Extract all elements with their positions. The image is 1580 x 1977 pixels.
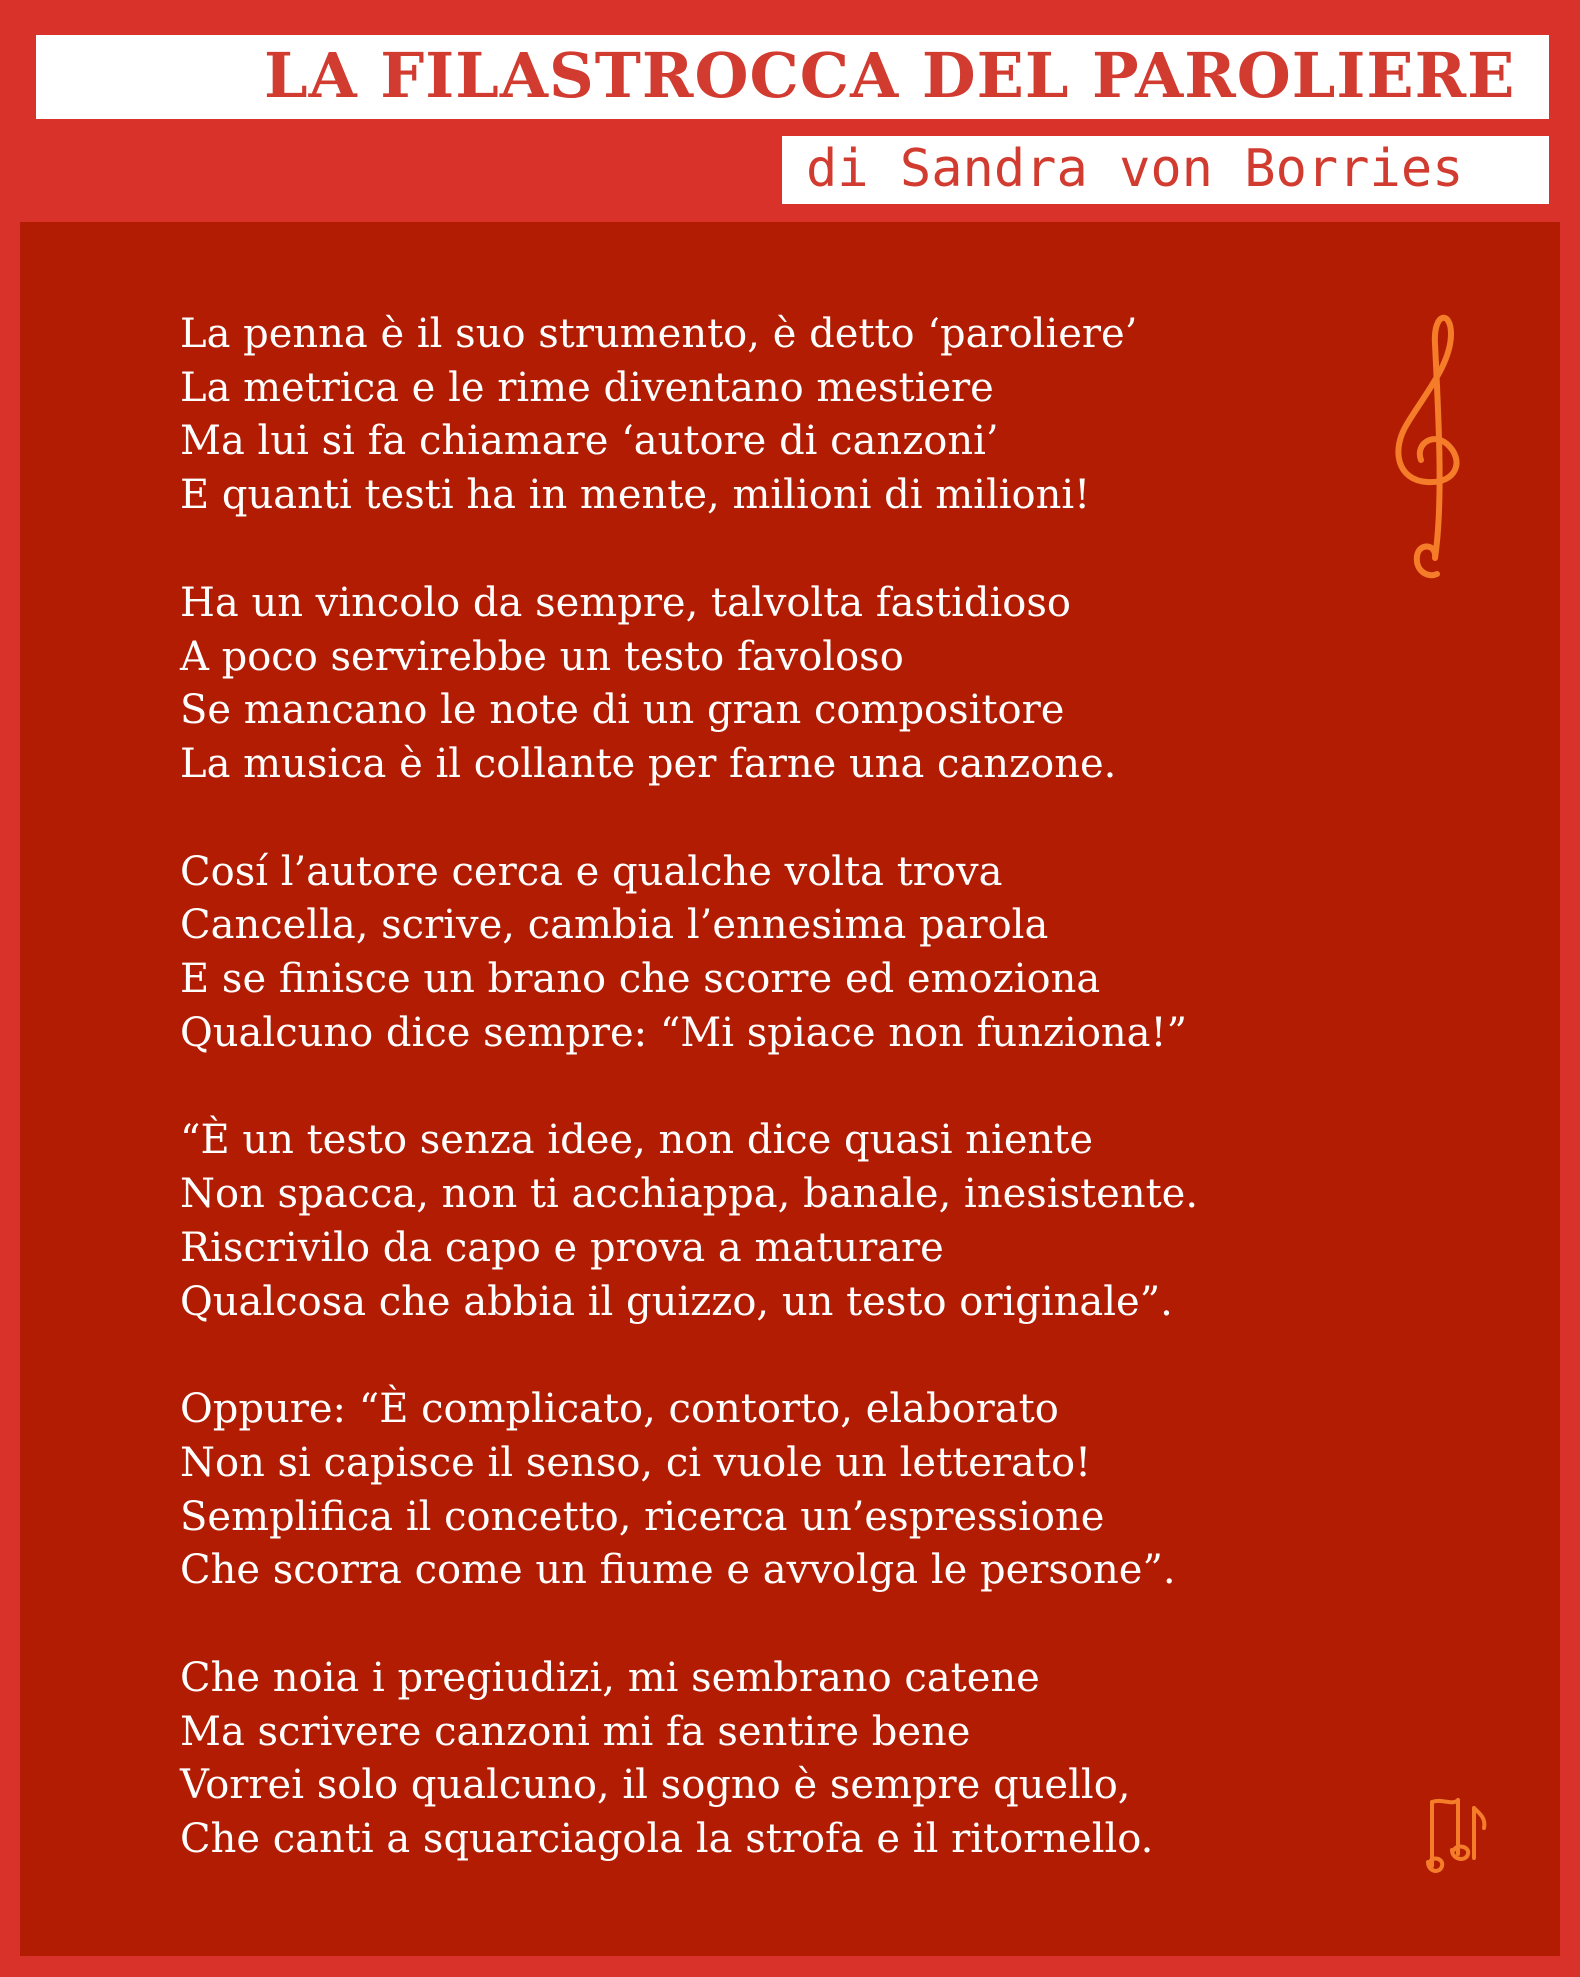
poem-line: Se mancano le note di un gran compositore — [180, 687, 1065, 734]
page-title: LA FILASTROCCA DEL PAROLIERE — [264, 39, 1516, 112]
poem-line: Cancella, scrive, cambia l’ennesima parola — [180, 902, 1049, 949]
stanza-1 — [180, 308, 1360, 523]
stanza-6 — [180, 1652, 1360, 1867]
poem-line: Qualcosa che abbia il guizzo, un testo originale”. — [180, 1278, 1173, 1325]
stanza-2 — [180, 577, 1360, 792]
poem-line: A poco servirebbe un testo favoloso — [180, 633, 904, 680]
poem-line: Riscrivilo da capo e prova a maturare — [180, 1224, 944, 1271]
poem-line: Qualcuno dice sempre: “Mi spiace non funziona!” — [180, 1009, 1188, 1056]
poem-line: “È un testo senza idee, non dice quasi niente — [180, 1117, 1094, 1164]
poem-line: E quanti testi ha in mente, milioni di milioni! — [180, 472, 1091, 519]
poem-line: Non spacca, non ti acchiappa, banale, inesistente. — [180, 1171, 1199, 1218]
poem-line: Non si capisce il senso, ci vuole un letterato! — [180, 1439, 1092, 1486]
poem-line: La musica è il collante per farne una canzone. — [180, 740, 1117, 787]
poem-panel — [20, 222, 1560, 1956]
poem-line: La penna è il suo strumento, è detto ‘paroliere’ — [180, 311, 1138, 357]
poem-line: Che noia i pregiudizi, mi sembrano catene — [180, 1655, 1040, 1702]
poem-line: La metrica e le rime diventano mestiere — [180, 364, 994, 411]
stanza-4 — [180, 1114, 1360, 1329]
title-banner — [36, 35, 1549, 119]
poem-line: Cosí l’autore cerca e qualche volta trova — [180, 848, 1003, 895]
author-banner — [782, 136, 1549, 204]
author-byline: di Sandra von Borries — [806, 139, 1464, 199]
poem-line: Ma lui si fa chiamare ‘autore di canzoni’ — [180, 418, 999, 465]
stanza-3 — [180, 846, 1360, 1061]
poem-line: Che canti a squarciagola la strofa e il ritornello. — [180, 1816, 1154, 1863]
poem-line: Semplifica il concetto, ricerca un’espressione — [180, 1493, 1105, 1540]
poem-line: Che scorra come un fiume e avvolga le persone”. — [180, 1547, 1176, 1594]
poem-line: Oppure: “È complicato, contorto, elaborato — [180, 1386, 1059, 1433]
treble-clef-icon — [1385, 304, 1475, 584]
poem-body — [180, 308, 1360, 1867]
poem-line: Vorrei solo qualcuno, il sogno è sempre quello, — [180, 1762, 1131, 1809]
stanza-5 — [180, 1383, 1360, 1598]
poem-line: Ma scrivere canzoni mi fa sentire bene — [180, 1708, 971, 1755]
music-notes-icon — [1422, 1788, 1492, 1878]
poem-line: E se finisce un brano che scorre ed emoziona — [180, 956, 1101, 1003]
poem-line: Ha un vincolo da sempre, talvolta fastidioso — [180, 579, 1071, 626]
